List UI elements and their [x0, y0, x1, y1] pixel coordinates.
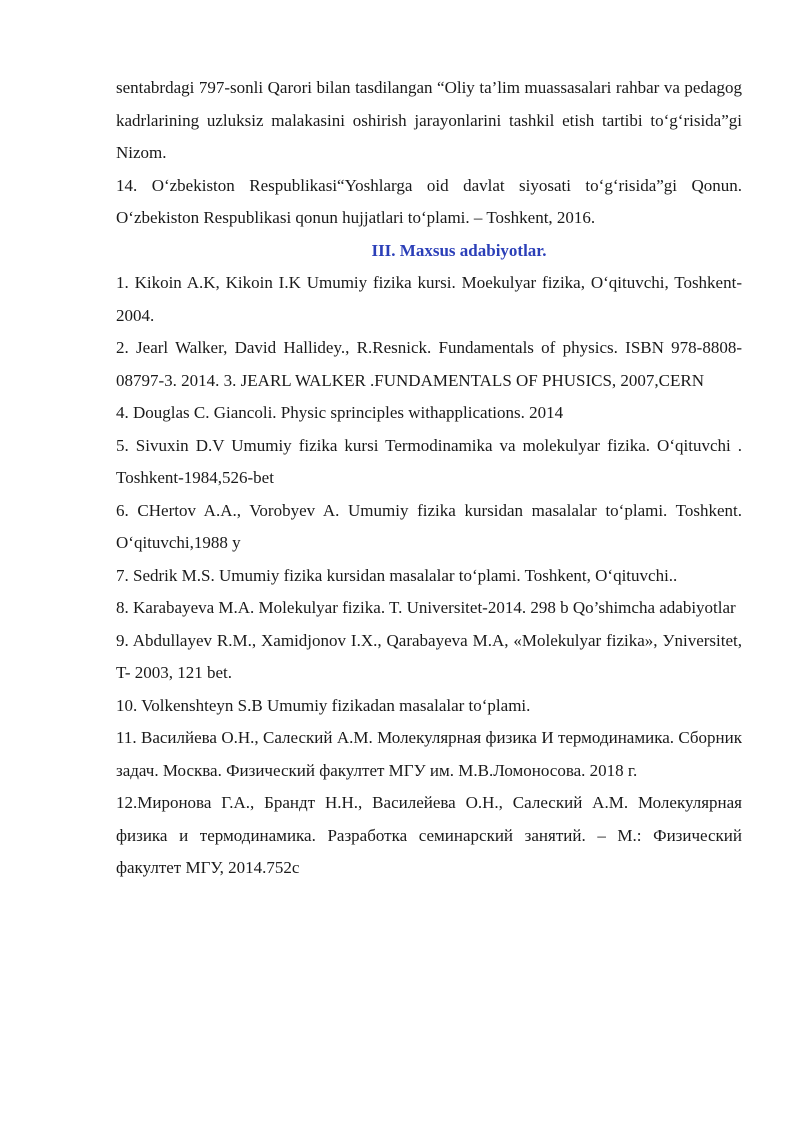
section-heading: III. Maxsus adabiyotlar. — [371, 240, 547, 260]
reference-item-12: 12.Миронова Г.А., Брандт Н.Н., Василейева О.Н., Салеский А.М. Молекулярная физика и термодинамика. Разработка семинарский занятий. – М.: Физический факултет МГУ, 2014.752с — [116, 793, 742, 877]
reference-item-10: 10. Volkenshteуn S.B Umumiy fizikadan masalalar to‘plami. — [116, 695, 531, 715]
reference-item-6: 6. CHertov A.A., Vorobyev A. Umumiy fizika kursidan masalalar to‘plami. Toshkent. O‘qituvchi,1988 y — [116, 500, 742, 552]
intro-paragraph-nizom: sentabrdagi 797-sonli Qarori bilan tasdilangan “Oliy ta’lim muassasalari rahbar va pedagog kadrlarining uzluksiz malakasini oshirish jarayonlarini tashkil etish tartibi to‘g‘risida”gi Nizom. — [116, 78, 742, 162]
reference-item-2: 2. Jearl Walker, David Hallidey., R.Resnick. Fundamentals of physics. ISBN 978-8808-08797-3. 2014. 3. JEARL WALKER .FUNDAMENTALS OF PHUSICS, 2007,CERN — [116, 338, 742, 390]
reference-item-1: 1. Kikoin A.K, Kikoin I.K Umumiy fizika kursi. Moekulyar fizika, O‘qituvchi, Toshkent-2004. — [116, 273, 742, 325]
reference-item-9: 9. Abdullayev R.M., Xamidjonov I.X., Qarabayeva M.A, «Molekulyar fizika», Уniversitet, T- 2003, 121 bet. — [116, 630, 742, 682]
reference-item-5: 5. Sivuxin D.V Umumiy fizika kursi Termodinamika va molekulyar fizika. O‘qituvchi . Toshkent-1984,526-bet — [116, 435, 742, 487]
reference-item-4: 4. Douglas C. Giancoli. Physic sprinciples withapplications. 2014 — [116, 403, 564, 422]
intro-paragraph-qonun: 14. O‘zbekiston Respublikasi“Yoshlarga oid davlat siyosati to‘g‘risida”gi Qonun. O‘zbekiston Respublikasi qonun hujjatlari to‘plami. – Toshkent, 2016. — [116, 175, 742, 227]
reference-item-8: 8. Karabayeva M.A. Molekulyar fizika. T. Universitet-2014. 298 b Qo’shimcha adabiyotlar — [116, 598, 736, 617]
document-page — [116, 72, 742, 885]
reference-item-11: 11. Василйева О.Н., Салеский А.М. Молекулярная физика И термодинамика. Сборник задач. Москва. Физический факултет МГУ им. М.В.Ломоносова. 2018 г. — [116, 728, 742, 780]
reference-item-7: 7. Sedrik M.S. Umumiy fizika kursidan masalalar to‘plami. Toshkent, O‘qituvchi.. — [116, 565, 678, 585]
